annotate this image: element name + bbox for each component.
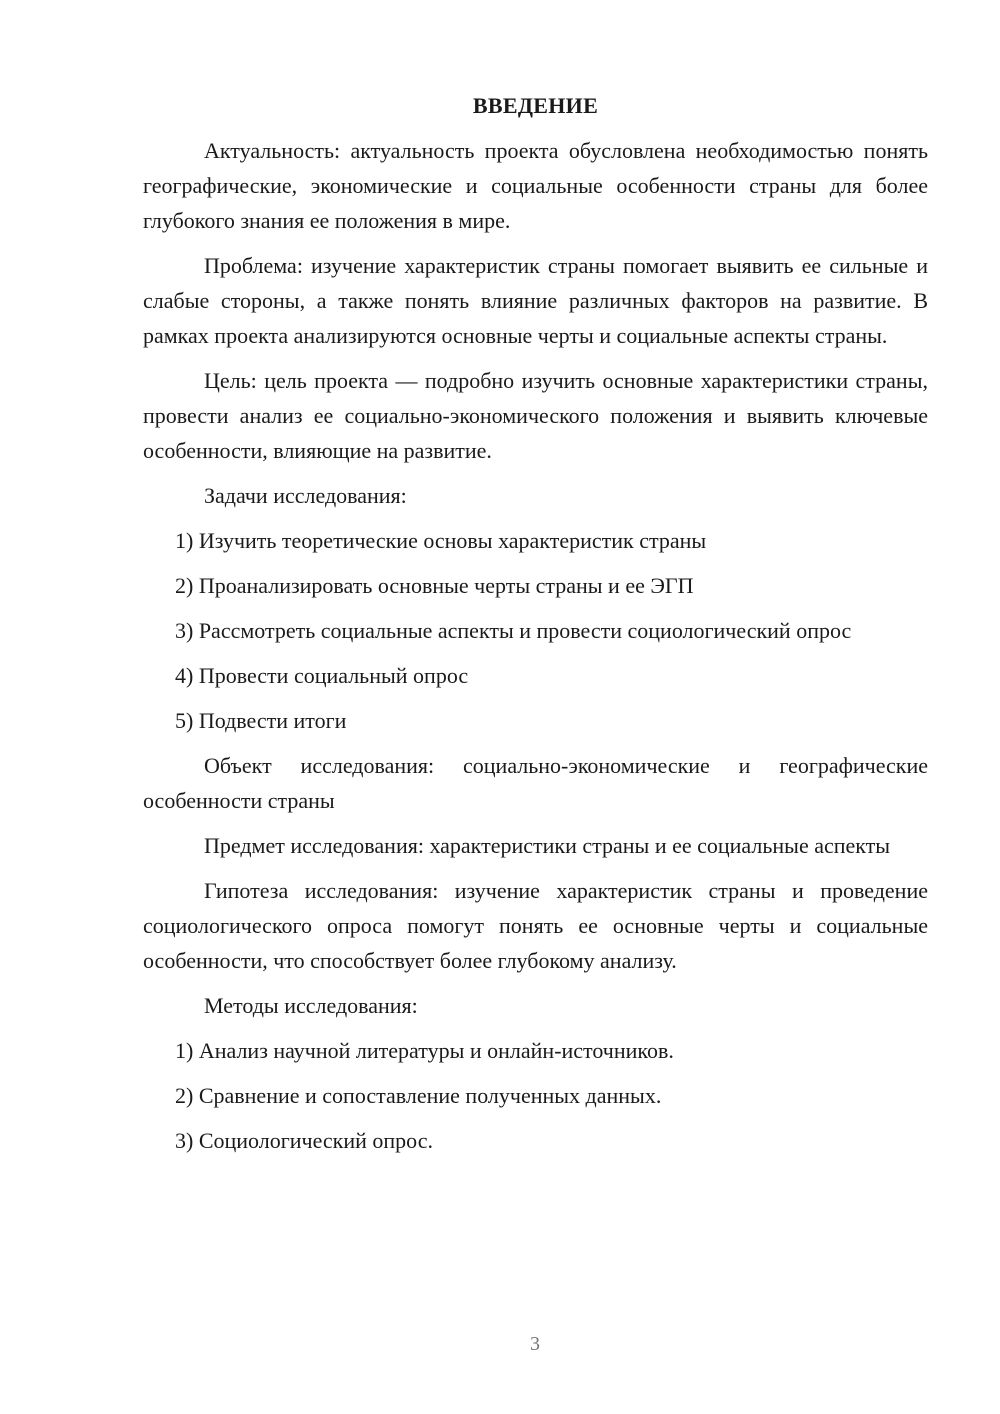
page-number: 3 [530,1333,540,1355]
paragraph: Цель: цель проекта — подробно изучить основные характеристики страны, провести анализ ее социально-экономического положения и выявить ключевые особенности, влияющие на развитие. [143,368,928,463]
list-item: 3) Социологический опрос. [175,1128,433,1153]
paragraph: Объект исследования: социально-экономические и географические особенности страны [143,753,928,813]
body-text [143,133,928,1158]
list-item: 4) Провести социальный опрос [175,663,469,688]
list-item: 2) Проанализировать основные черты страны и ее ЭГП [175,573,694,598]
paragraph: Предмет исследования: характеристики страны и ее социальные аспекты [204,833,891,858]
list-item: 2) Сравнение и сопоставление полученных данных. [175,1083,662,1108]
paragraph: Гипотеза исследования: изучение характеристик страны и проведение социологического опроса помогут понять ее основные черты и социальные особенности, что способствует более глубокому анализу. [143,878,928,973]
list-item: 1) Изучить теоретические основы характеристик страны [175,528,707,553]
paragraph: Проблема: изучение характеристик страны помогает выявить ее сильные и слабые стороны, а также понять влияние различных факторов на развитие. В рамках проекта анализируются основные черты и социальные аспекты страны. [143,253,928,348]
page-title: ВВЕДЕНИЕ [472,93,599,118]
paragraph: Методы исследования: [204,993,418,1018]
paragraph: Задачи исследования: [204,483,407,508]
page-content [143,93,928,1168]
paragraph: Актуальность: актуальность проекта обусловлена необходимостью понять географические, экономические и социальные особенности страны для более глубокого знания ее положения в мире. [143,138,928,233]
list-item: 3) Рассмотреть социальные аспекты и провести социологический опрос [175,618,852,643]
list-item: 1) Анализ научной литературы и онлайн-источников. [175,1038,674,1063]
list-item: 5) Подвести итоги [175,708,347,733]
